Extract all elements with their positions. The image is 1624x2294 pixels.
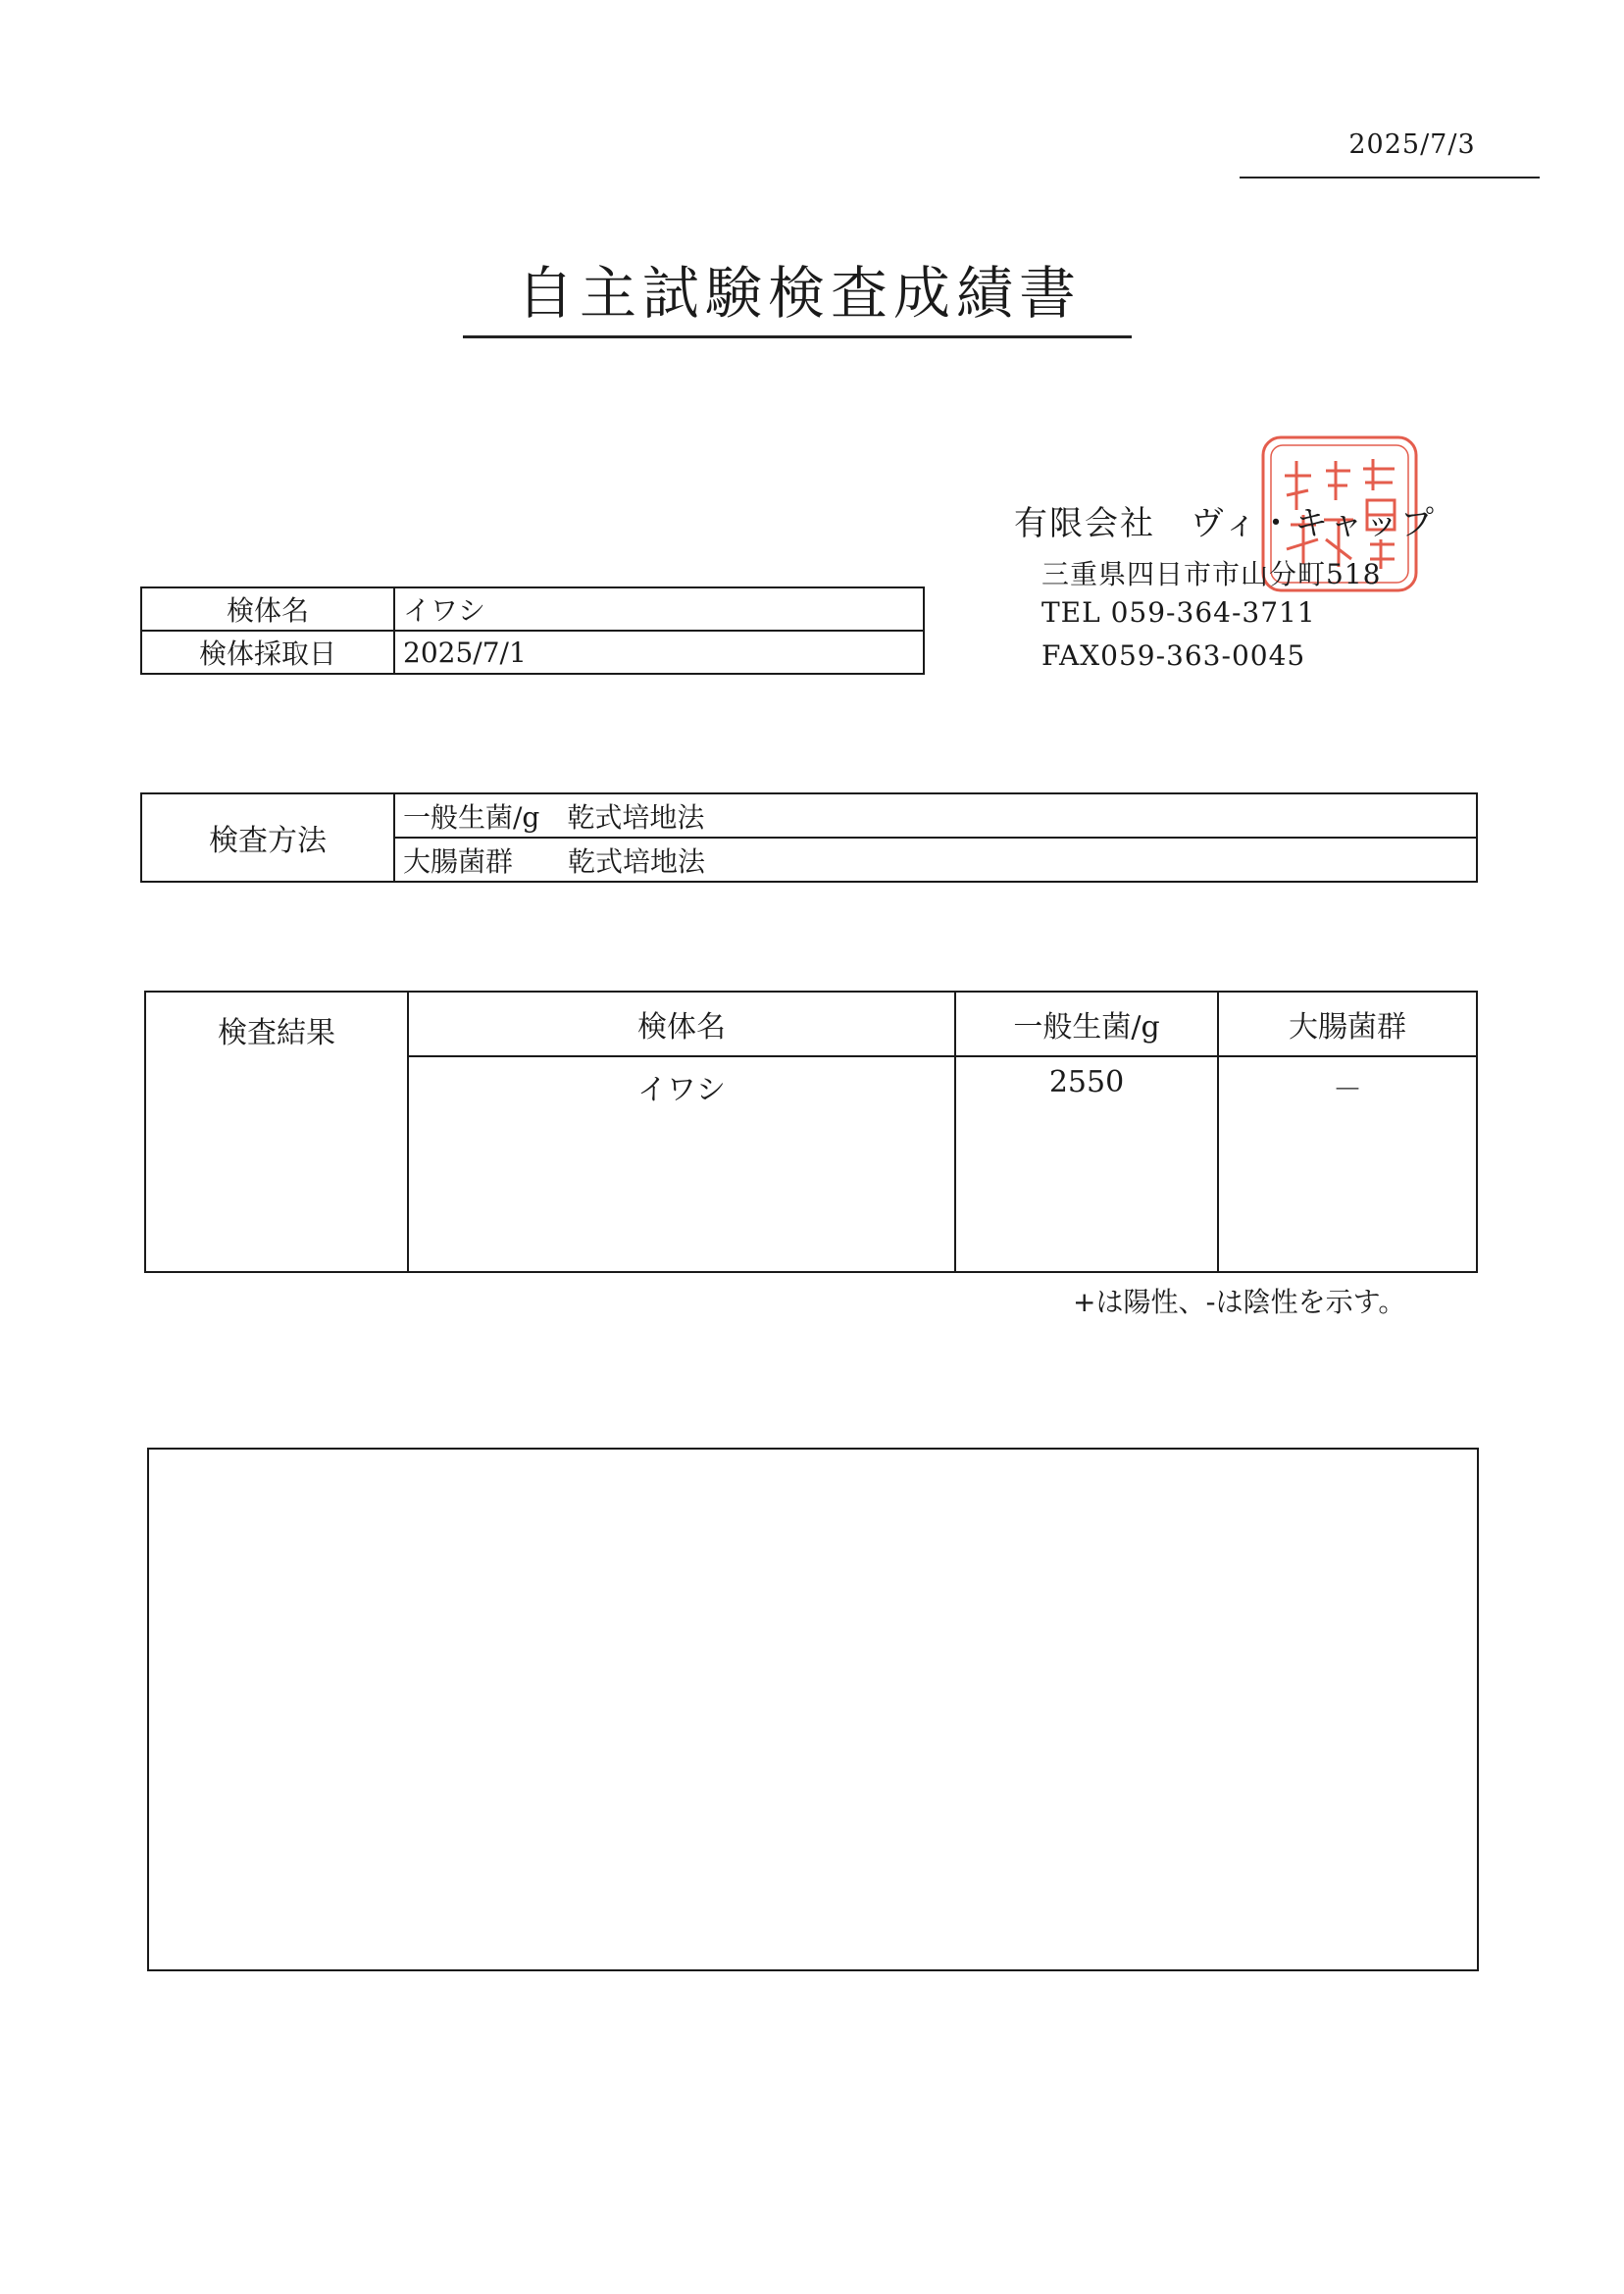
col-general-bacteria: 一般生菌/g <box>955 992 1218 1056</box>
test-result-table <box>144 991 1478 1273</box>
sample-name-label: 検体名 <box>141 587 394 631</box>
sample-date-value: 2025/7/1 <box>394 631 924 674</box>
method-row-2: 大腸菌群 乾式培地法 <box>394 838 1477 882</box>
document-title: 自主試験検査成績書 <box>516 260 1082 327</box>
result-general-bacteria: 2550 <box>955 1056 1218 1272</box>
result-sample-name: イワシ <box>408 1056 955 1272</box>
date-underline <box>1240 177 1540 178</box>
title-underline <box>463 335 1132 338</box>
sample-date-row <box>141 631 924 674</box>
company-tel: TEL 059-364-3711 <box>1041 596 1316 629</box>
col-coliform: 大腸菌群 <box>1218 992 1477 1056</box>
method-label: 検査方法 <box>141 793 394 882</box>
method-row <box>141 793 1477 838</box>
company-fax: FAX059-363-0045 <box>1041 639 1306 672</box>
result-coliform: － <box>1218 1056 1477 1272</box>
result-header-row <box>145 992 1477 1056</box>
result-label: 検査結果 <box>145 992 408 1272</box>
method-row-1: 一般生菌/g 乾式培地法 <box>394 793 1477 838</box>
sample-name-row <box>141 587 924 631</box>
sample-date-label: 検体採取日 <box>141 631 394 674</box>
remarks-box <box>147 1448 1479 1971</box>
issue-date: 2025/7/3 <box>1348 129 1476 160</box>
sample-info-table <box>140 586 925 675</box>
company-address: 三重県四日市市山分町518 <box>1041 558 1382 590</box>
test-method-table <box>140 792 1478 883</box>
sample-name-value: イワシ <box>394 587 924 631</box>
company-name: 有限会社 ヴィ・キャップ <box>1014 504 1436 543</box>
col-sample-name: 検体名 <box>408 992 955 1056</box>
result-legend-note: +は陽性、-は陰性を示す。 <box>1073 1286 1406 1318</box>
